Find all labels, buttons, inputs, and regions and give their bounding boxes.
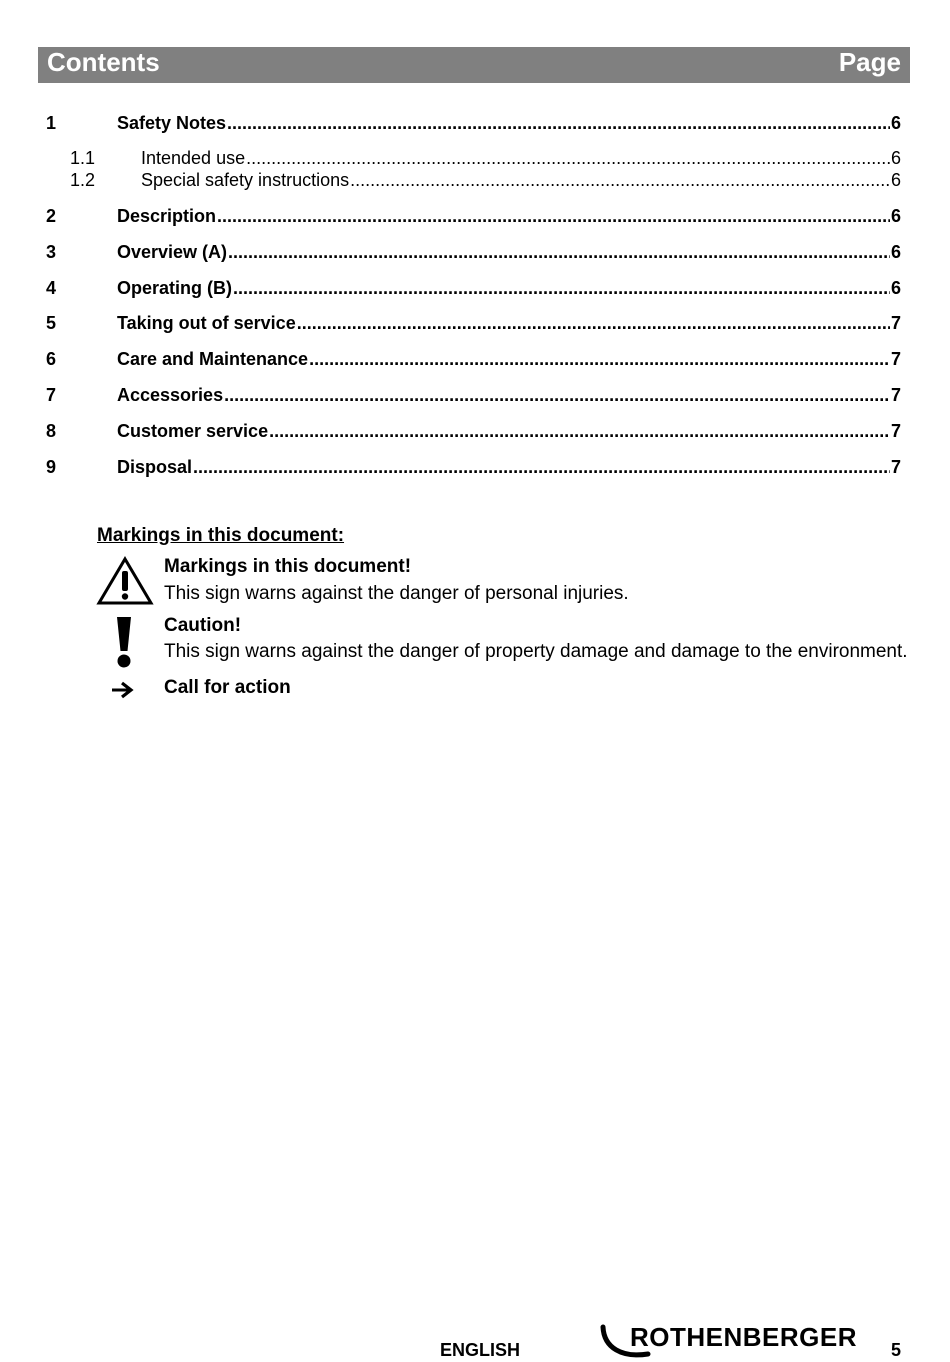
markings-heading: Markings in this document:	[97, 525, 345, 546]
toc-entry-page: 7	[890, 349, 901, 369]
action-marking-title: Call for action	[164, 677, 291, 698]
toc-leader-dots	[246, 146, 890, 170]
toc-entry-page: 6	[890, 206, 901, 226]
toc-entry[interactable]	[46, 383, 901, 407]
toc-entry-number: 6	[46, 349, 57, 369]
toc-entry[interactable]	[46, 276, 901, 300]
toc-entry-page: 6	[890, 170, 901, 190]
toc-entry-title: Disposal	[117, 457, 193, 477]
toc-entry-number: 1.2	[70, 170, 96, 190]
toc-entry-title: Description	[117, 206, 217, 226]
brand-logo	[600, 1322, 858, 1358]
toc-entry-title: Operating (B)	[117, 278, 232, 298]
toc-leader-dots	[233, 276, 890, 300]
page-column-label: Page	[838, 47, 901, 77]
toc-entry-number: 9	[46, 457, 57, 477]
toc-entry-title: Care and Maintenance	[117, 349, 309, 369]
footer-language: ENGLISH	[440, 1340, 521, 1360]
toc-entry-number: 7	[46, 385, 57, 405]
toc-entry-page: 7	[890, 457, 901, 477]
toc-leader-dots	[269, 419, 890, 443]
toc-entry-number: 5	[46, 313, 57, 333]
page-number: 5	[891, 1340, 902, 1360]
toc-entry-page: 7	[890, 313, 901, 333]
toc-leader-dots	[217, 204, 890, 228]
toc-entry-title: Intended use	[141, 148, 246, 168]
toc-entry-number: 8	[46, 421, 57, 441]
toc-leader-dots	[297, 311, 890, 335]
toc-leader-dots	[350, 168, 890, 192]
toc-entry-number: 4	[46, 278, 57, 298]
toc-entry-page: 6	[890, 113, 901, 133]
toc-entry[interactable]	[46, 347, 901, 371]
toc-entry-page: 6	[890, 242, 901, 262]
toc-entry-title: Taking out of service	[117, 313, 296, 333]
toc-entry-page: 6	[890, 278, 901, 298]
toc-leader-dots	[193, 455, 890, 479]
toc-entry-page: 7	[890, 385, 901, 405]
toc-entry-page: 6	[890, 148, 901, 168]
toc-leader-dots	[227, 111, 890, 135]
toc-entry-title: Accessories	[117, 385, 224, 405]
warning-marking-title: Markings in this document!	[164, 556, 412, 577]
toc-entry-number: 3	[46, 242, 57, 262]
arrow-right-icon	[111, 681, 135, 699]
toc-entry-title: Customer service	[117, 421, 269, 441]
toc-entry[interactable]	[46, 240, 901, 264]
toc-entry-number: 2	[46, 206, 57, 226]
caution-marking-title: Caution!	[164, 615, 242, 636]
contents-title: Contents	[47, 47, 160, 77]
brand-name: ROTHENBERGER	[630, 1322, 858, 1352]
toc-subentry[interactable]	[46, 146, 901, 170]
toc-entry-title: Overview (A)	[117, 242, 228, 262]
toc-entry[interactable]	[46, 455, 901, 479]
toc-entry[interactable]	[46, 204, 901, 228]
caution-marking-text: This sign warns against the danger of property damage and damage to the environment.	[164, 641, 908, 662]
toc-entry-title: Safety Notes	[117, 113, 227, 133]
warning-triangle-icon	[96, 556, 154, 606]
toc-entry[interactable]	[46, 311, 901, 335]
toc-entry-page: 7	[890, 421, 901, 441]
toc-leader-dots	[309, 347, 890, 371]
toc-leader-dots	[224, 383, 890, 407]
toc-entry-title: Special safety instructions	[141, 170, 350, 190]
contents-header-bar	[38, 47, 910, 83]
exclamation-icon	[114, 615, 134, 669]
warning-marking-text: This sign warns against the danger of personal injuries.	[164, 583, 629, 604]
toc-entry-number: 1	[46, 113, 57, 133]
toc-entry[interactable]	[46, 419, 901, 443]
toc-subentry[interactable]	[46, 168, 901, 192]
toc-entry[interactable]	[46, 111, 901, 135]
toc-leader-dots	[228, 240, 890, 264]
toc-entry-number: 1.1	[70, 148, 96, 168]
